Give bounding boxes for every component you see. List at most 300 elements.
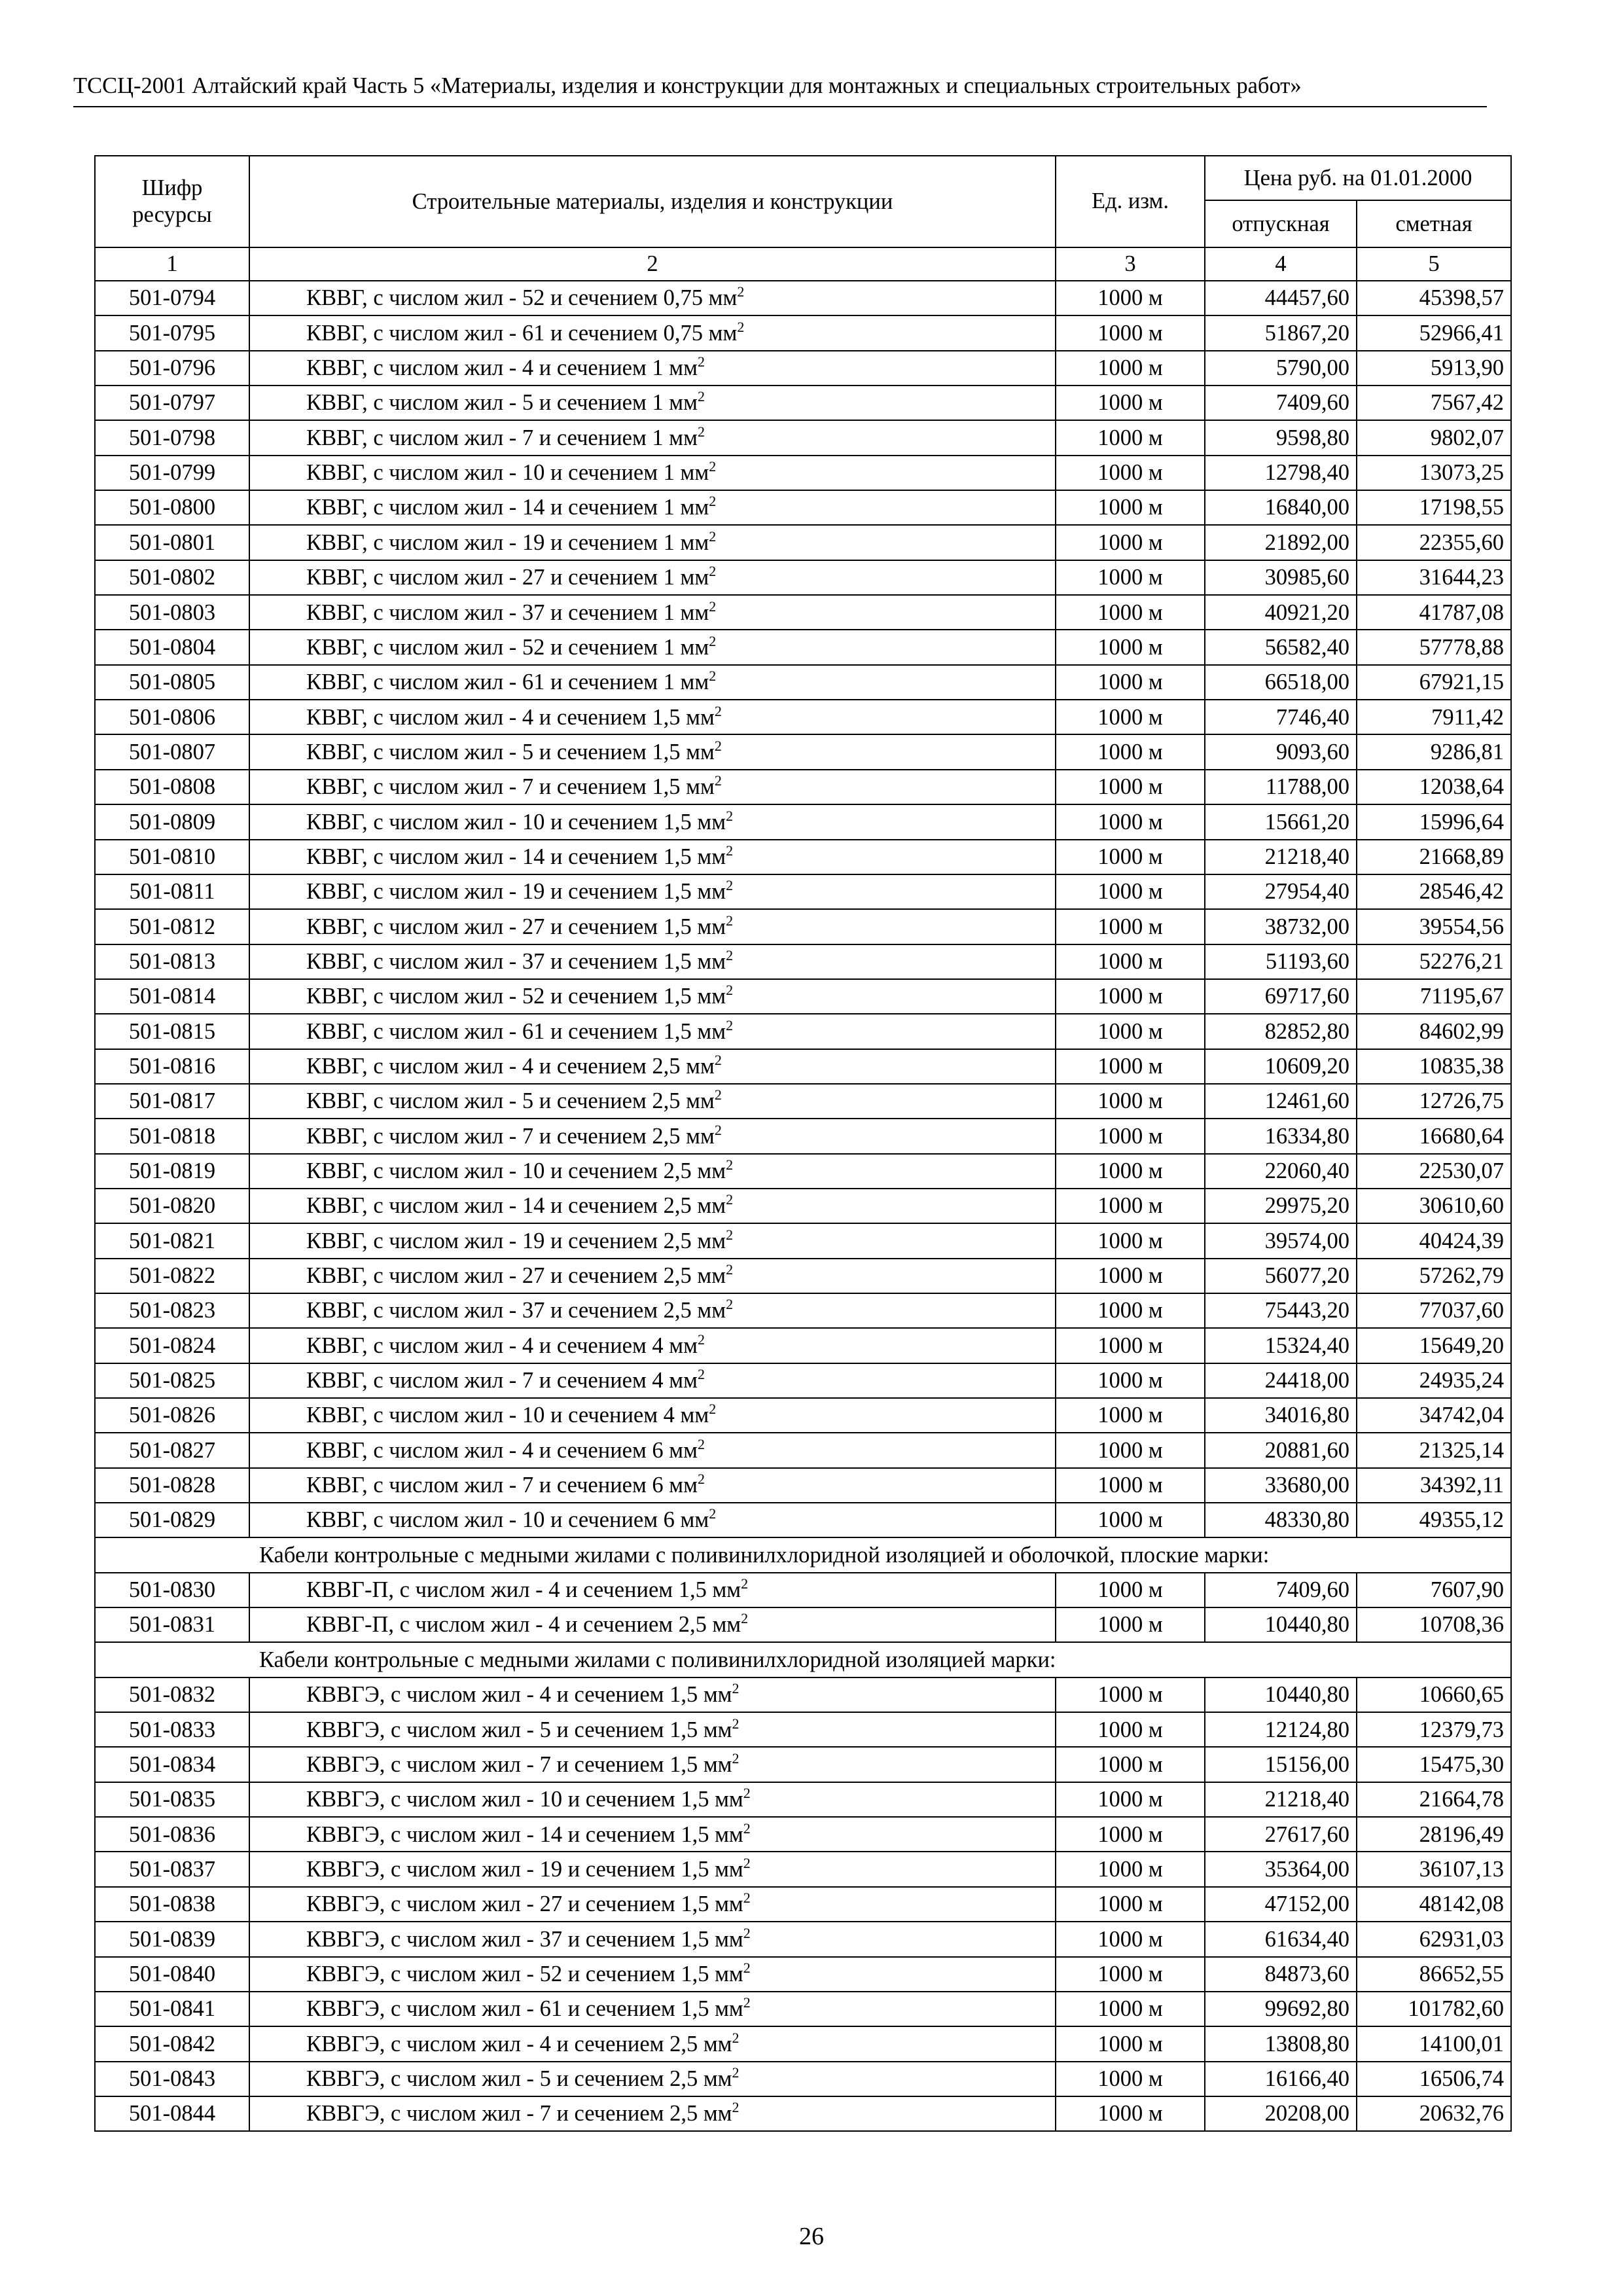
material-name-text: КВВГЭ, с числом жил - 19 и сечением 1,5 мм: [306, 1856, 743, 1882]
release-price-cell: 5790,00: [1205, 351, 1357, 386]
estimate-price-cell: 9286,81: [1357, 734, 1511, 769]
release-price-cell: 16334,80: [1205, 1119, 1357, 1153]
unit-cell: 1000 м: [1056, 560, 1205, 595]
material-name-cell: [249, 1398, 1056, 1433]
unit-cell: 1000 м: [1056, 420, 1205, 455]
unit-superscript: 2: [726, 982, 734, 999]
material-name-cell: [249, 840, 1056, 874]
resource-code-cell: 501-0831: [95, 1607, 249, 1642]
material-name-cell: [249, 665, 1056, 700]
unit-cell: 1000 м: [1056, 1328, 1205, 1363]
material-name-cell: [249, 1607, 1056, 1642]
material-name-text: КВВГЭ, с числом жил - 4 и сечением 1,5 мм: [306, 1682, 732, 1708]
unit-superscript: 2: [732, 1749, 740, 1767]
section-row: [95, 1642, 1511, 1677]
table-row: [95, 874, 1511, 909]
material-name-text: КВВГЭ, с числом жил - 10 и сечением 1,5 мм: [306, 1787, 743, 1812]
material-name-cell: [249, 979, 1056, 1014]
material-name-text: КВВГ, с числом жил - 10 и сечением 6 мм: [306, 1507, 709, 1533]
material-name-text: КВВГ, с числом жил - 52 и сечением 0,75 мм: [306, 285, 738, 311]
release-price-cell: 20881,60: [1205, 1433, 1357, 1467]
resource-code-cell: 501-0802: [95, 560, 249, 595]
material-name-cell: [249, 1957, 1056, 1992]
resource-code-cell: 501-0796: [95, 351, 249, 386]
material-name-cell: [249, 1049, 1056, 1084]
material-name-cell: [249, 1852, 1056, 1886]
release-price-cell: 7746,40: [1205, 700, 1357, 734]
table-row: [95, 979, 1511, 1014]
unit-cell: 1000 м: [1056, 979, 1205, 1014]
estimate-price-cell: 101782,60: [1357, 1992, 1511, 2026]
unit-cell: 1000 м: [1056, 490, 1205, 525]
material-name-text: КВВГ-П, с числом жил - 4 и сечением 2,5 мм: [306, 1612, 741, 1638]
estimate-price-cell: 71195,67: [1357, 979, 1511, 1014]
unit-superscript: 2: [732, 2064, 740, 2081]
unit-superscript: 2: [709, 1401, 717, 1418]
material-name-text: КВВГ, с числом жил - 61 и сечением 0,75 мм: [306, 320, 738, 346]
resource-code-cell: 501-0834: [95, 1747, 249, 1782]
release-price-cell: 44457,60: [1205, 281, 1357, 315]
estimate-price-cell: 16680,64: [1357, 1119, 1511, 1153]
resource-code-cell: 501-0805: [95, 665, 249, 700]
resource-code-cell: 501-0810: [95, 840, 249, 874]
resource-code-cell: 501-0821: [95, 1223, 249, 1258]
release-price-cell: 20208,00: [1205, 2096, 1357, 2131]
resource-code-cell: 501-0826: [95, 1398, 249, 1433]
estimate-price-cell: 9802,07: [1357, 420, 1511, 455]
release-price-cell: 21892,00: [1205, 525, 1357, 560]
release-price-cell: 24418,00: [1205, 1363, 1357, 1398]
release-price-cell: 16840,00: [1205, 490, 1357, 525]
table-row: [95, 1992, 1511, 2026]
material-name-text: КВВГ, с числом жил - 27 и сечением 1,5 мм: [306, 914, 726, 939]
unit-superscript: 2: [743, 1924, 751, 1941]
estimate-price-cell: 15996,64: [1357, 804, 1511, 839]
estimate-price-cell: 10660,65: [1357, 1677, 1511, 1712]
release-price-cell: 82852,80: [1205, 1014, 1357, 1049]
estimate-price-cell: 48142,08: [1357, 1887, 1511, 1922]
table-row: [95, 1852, 1511, 1886]
section-row: [95, 1537, 1511, 1572]
resource-code-cell: 501-0832: [95, 1677, 249, 1712]
table-row: [95, 840, 1511, 874]
resource-code-cell: 501-0808: [95, 770, 249, 804]
estimate-price-cell: 21664,78: [1357, 1782, 1511, 1817]
estimate-price-cell: 7607,90: [1357, 1573, 1511, 1607]
material-name-cell: [249, 1154, 1056, 1189]
table-row: [95, 770, 1511, 804]
release-price-cell: 9093,60: [1205, 734, 1357, 769]
material-name-text: КВВГ, с числом жил - 37 и сечением 1 мм: [306, 600, 709, 625]
resource-code-cell: 501-0800: [95, 490, 249, 525]
table-row: [95, 1328, 1511, 1363]
material-name-cell: [249, 2026, 1056, 2061]
resource-code-cell: 501-0809: [95, 804, 249, 839]
release-price-cell: 10609,20: [1205, 1049, 1357, 1084]
unit-cell: 1000 м: [1056, 2062, 1205, 2096]
estimate-price-cell: 15649,20: [1357, 1328, 1511, 1363]
estimate-price-cell: 13073,25: [1357, 456, 1511, 490]
unit-cell: 1000 м: [1056, 1503, 1205, 1537]
resource-code-cell: 501-0841: [95, 1992, 249, 2026]
estimate-price-cell: 30610,60: [1357, 1189, 1511, 1223]
unit-cell: 1000 м: [1056, 456, 1205, 490]
resource-code-cell: 501-0803: [95, 595, 249, 630]
release-price-cell: 30985,60: [1205, 560, 1357, 595]
resource-code-cell: 501-0799: [95, 456, 249, 490]
release-price-cell: 12124,80: [1205, 1712, 1357, 1747]
unit-cell: 1000 м: [1056, 1782, 1205, 1817]
material-name-text: КВВГ-П, с числом жил - 4 и сечением 1,5 мм: [306, 1577, 741, 1603]
table-row: [95, 1119, 1511, 1153]
column-number-row: [95, 247, 1511, 281]
unit-superscript: 2: [697, 1435, 705, 1452]
material-name-cell: [249, 456, 1056, 490]
unit-cell: 1000 м: [1056, 1468, 1205, 1503]
unit-cell: 1000 м: [1056, 1154, 1205, 1189]
estimate-price-cell: 22355,60: [1357, 525, 1511, 560]
release-price-cell: 38732,00: [1205, 909, 1357, 944]
estimate-price-cell: 17198,55: [1357, 490, 1511, 525]
material-name-cell: [249, 1293, 1056, 1328]
table-row: [95, 1398, 1511, 1433]
resource-code-cell: 501-0819: [95, 1154, 249, 1189]
release-price-cell: 21218,40: [1205, 1782, 1357, 1817]
resource-code-cell: 501-0794: [95, 281, 249, 315]
unit-cell: 1000 м: [1056, 1573, 1205, 1607]
estimate-price-cell: 41787,08: [1357, 595, 1511, 630]
material-name-text: КВВГ, с числом жил - 5 и сечением 1,5 мм: [306, 739, 715, 764]
estimate-price-cell: 67921,15: [1357, 665, 1511, 700]
release-price-cell: 15661,20: [1205, 804, 1357, 839]
table-row: [95, 1712, 1511, 1747]
resource-code-cell: 501-0829: [95, 1503, 249, 1537]
col-number: 5: [1357, 247, 1511, 281]
estimate-price-cell: 34392,11: [1357, 1468, 1511, 1503]
unit-superscript: 2: [709, 563, 717, 580]
release-price-cell: 11788,00: [1205, 770, 1357, 804]
material-name-cell: [249, 1014, 1056, 1049]
material-name-text: КВВГЭ, с числом жил - 14 и сечением 1,5 мм: [306, 1821, 743, 1847]
table-row: [95, 2062, 1511, 2096]
table-row: [95, 281, 1511, 315]
table-row: [95, 525, 1511, 560]
table-row: [95, 1259, 1511, 1293]
material-name-cell: [249, 1189, 1056, 1223]
table-row: [95, 1084, 1511, 1119]
estimate-price-cell: 77037,60: [1357, 1293, 1511, 1328]
resource-code-cell: 501-0817: [95, 1084, 249, 1119]
unit-cell: 1000 м: [1056, 315, 1205, 350]
unit-cell: 1000 м: [1056, 1014, 1205, 1049]
release-price-cell: 15156,00: [1205, 1747, 1357, 1782]
material-name-text: КВВГ, с числом жил - 4 и сечением 1,5 мм: [306, 704, 715, 730]
unit-cell: 1000 м: [1056, 1398, 1205, 1433]
unit-superscript: 2: [709, 632, 717, 649]
section-title: Кабели контрольные с медными жилами с поливинилхлоридной изоляцией марки:: [95, 1642, 1511, 1677]
unit-superscript: 2: [714, 772, 722, 789]
resource-code-cell: 501-0820: [95, 1189, 249, 1223]
unit-cell: 1000 м: [1056, 1293, 1205, 1328]
page-header: ТССЦ-2001 Алтайский край Часть 5 «Материалы, изделия и конструкции для монтажных и специальных строительных работ»: [73, 69, 1487, 107]
resource-code-cell: 501-0813: [95, 944, 249, 979]
col-header-price-group: Цена руб. на 01.01.2000: [1205, 156, 1511, 200]
material-name-text: КВВГ, с числом жил - 52 и сечением 1 мм: [306, 634, 709, 660]
resource-code-cell: 501-0798: [95, 420, 249, 455]
resource-code-cell: 501-0814: [95, 979, 249, 1014]
unit-superscript: 2: [732, 1680, 740, 1697]
unit-cell: 1000 м: [1056, 1712, 1205, 1747]
estimate-price-cell: 22530,07: [1357, 1154, 1511, 1189]
unit-superscript: 2: [743, 1994, 751, 2011]
unit-superscript: 2: [726, 912, 734, 929]
col-number: 4: [1205, 247, 1357, 281]
material-name-text: КВВГЭ, с числом жил - 37 и сечением 1,5 мм: [306, 1926, 743, 1952]
unit-cell: 1000 м: [1056, 1922, 1205, 1956]
material-name-cell: [249, 630, 1056, 664]
material-name-text: КВВГ, с числом жил - 7 и сечением 4 мм: [306, 1368, 698, 1393]
material-name-text: КВВГ, с числом жил - 61 и сечением 1 мм: [306, 670, 709, 695]
estimate-price-cell: 31644,23: [1357, 560, 1511, 595]
material-name-text: КВВГ, с числом жил - 7 и сечением 6 мм: [306, 1473, 698, 1498]
material-name-text: КВВГ, с числом жил - 14 и сечением 2,5 мм: [306, 1193, 726, 1219]
material-name-cell: [249, 560, 1056, 595]
resource-code-cell: 501-0806: [95, 700, 249, 734]
unit-cell: 1000 м: [1056, 1817, 1205, 1852]
material-name-cell: [249, 420, 1056, 455]
material-name-text: КВВГ, с числом жил - 7 и сечением 1 мм: [306, 425, 698, 450]
unit-superscript: 2: [709, 528, 717, 545]
estimate-price-cell: 57778,88: [1357, 630, 1511, 664]
material-name-cell: [249, 770, 1056, 804]
unit-cell: 1000 м: [1056, 1259, 1205, 1293]
unit-superscript: 2: [709, 458, 717, 475]
material-name-cell: [249, 734, 1056, 769]
estimate-price-cell: 14100,01: [1357, 2026, 1511, 2061]
table-row: [95, 1468, 1511, 1503]
unit-superscript: 2: [726, 946, 734, 963]
material-name-cell: [249, 1223, 1056, 1258]
release-price-cell: 75443,20: [1205, 1293, 1357, 1328]
estimate-price-cell: 21325,14: [1357, 1433, 1511, 1467]
release-price-cell: 47152,00: [1205, 1887, 1357, 1922]
material-name-text: КВВГ, с числом жил - 10 и сечением 4 мм: [306, 1403, 709, 1428]
unit-superscript: 2: [714, 1121, 722, 1138]
table-row: [95, 420, 1511, 455]
estimate-price-cell: 34742,04: [1357, 1398, 1511, 1433]
estimate-price-cell: 28196,49: [1357, 1817, 1511, 1852]
table-row: [95, 1573, 1511, 1607]
table-body: [95, 281, 1511, 2131]
estimate-price-cell: 7911,42: [1357, 700, 1511, 734]
material-name-text: КВВГ, с числом жил - 7 и сечением 1,5 мм: [306, 774, 715, 800]
table-row: [95, 1293, 1511, 1328]
estimate-price-cell: 86652,55: [1357, 1957, 1511, 1992]
table-row: [95, 1223, 1511, 1258]
table-row: [95, 1817, 1511, 1852]
table-row: [95, 1154, 1511, 1189]
unit-superscript: 2: [697, 1366, 705, 1383]
release-price-cell: 9598,80: [1205, 420, 1357, 455]
material-name-text: КВВГ, с числом жил - 19 и сечением 1 мм: [306, 529, 709, 555]
material-name-cell: [249, 1817, 1056, 1852]
material-name-text: КВВГЭ, с числом жил - 7 и сечением 2,5 мм: [306, 2101, 732, 2126]
material-name-text: КВВГ, с числом жил - 37 и сечением 2,5 мм: [306, 1298, 726, 1323]
estimate-price-cell: 5913,90: [1357, 351, 1511, 386]
material-name-text: КВВГ, с числом жил - 19 и сечением 2,5 мм: [306, 1228, 726, 1253]
estimate-price-cell: 16506,74: [1357, 2062, 1511, 2096]
resource-code-cell: 501-0812: [95, 909, 249, 944]
material-name-cell: [249, 1468, 1056, 1503]
resource-code-cell: 501-0823: [95, 1293, 249, 1328]
release-price-cell: 27954,40: [1205, 874, 1357, 909]
material-name-cell: [249, 1677, 1056, 1712]
table-row: [95, 1887, 1511, 1922]
release-price-cell: 84873,60: [1205, 1957, 1357, 1992]
unit-cell: 1000 м: [1056, 840, 1205, 874]
table-row: [95, 1049, 1511, 1084]
material-name-text: КВВГ, с числом жил - 61 и сечением 1,5 мм: [306, 1018, 726, 1044]
table-row: [95, 490, 1511, 525]
unit-superscript: 2: [709, 668, 717, 685]
unit-cell: 1000 м: [1056, 665, 1205, 700]
release-price-cell: 10440,80: [1205, 1607, 1357, 1642]
resource-code-cell: 501-0801: [95, 525, 249, 560]
table-row: [95, 1189, 1511, 1223]
estimate-price-cell: 57262,79: [1357, 1259, 1511, 1293]
material-name-cell: [249, 351, 1056, 386]
release-price-cell: 12461,60: [1205, 1084, 1357, 1119]
col-header-release: отпускная: [1205, 200, 1357, 247]
release-price-cell: 66518,00: [1205, 665, 1357, 700]
estimate-price-cell: 10835,38: [1357, 1049, 1511, 1084]
release-price-cell: 13808,80: [1205, 2026, 1357, 2061]
material-name-cell: [249, 700, 1056, 734]
material-name-text: КВВГ, с числом жил - 7 и сечением 2,5 мм: [306, 1123, 715, 1149]
unit-superscript: 2: [697, 1331, 705, 1348]
estimate-price-cell: 28546,42: [1357, 874, 1511, 909]
resource-code-cell: 501-0827: [95, 1433, 249, 1467]
table-row: [95, 1433, 1511, 1467]
release-price-cell: 39574,00: [1205, 1223, 1357, 1258]
estimate-price-cell: 12038,64: [1357, 770, 1511, 804]
release-price-cell: 56077,20: [1205, 1259, 1357, 1293]
material-name-text: КВВГ, с числом жил - 27 и сечением 1 мм: [306, 565, 709, 590]
release-price-cell: 40921,20: [1205, 595, 1357, 630]
material-name-text: КВВГ, с числом жил - 5 и сечением 1 мм: [306, 390, 698, 416]
unit-cell: 1000 м: [1056, 1433, 1205, 1467]
resource-code-cell: 501-0825: [95, 1363, 249, 1398]
table-row: [95, 595, 1511, 630]
unit-cell: 1000 м: [1056, 1887, 1205, 1922]
material-name-cell: [249, 1084, 1056, 1119]
unit-superscript: 2: [743, 1890, 751, 1907]
col-number: 1: [95, 247, 249, 281]
unit-superscript: 2: [743, 1854, 751, 1871]
material-name-cell: [249, 804, 1056, 839]
unit-cell: 1000 м: [1056, 700, 1205, 734]
material-name-cell: [249, 1992, 1056, 2026]
resource-code-cell: 501-0822: [95, 1259, 249, 1293]
table-row: [95, 1607, 1511, 1642]
unit-cell: 1000 м: [1056, 2026, 1205, 2061]
table-row: [95, 1922, 1511, 1956]
material-name-cell: [249, 595, 1056, 630]
table-row: [95, 630, 1511, 664]
page-number: 26: [799, 2223, 824, 2250]
material-name-cell: [249, 1712, 1056, 1747]
material-name-cell: [249, 1119, 1056, 1153]
resource-code-cell: 501-0797: [95, 386, 249, 420]
unit-cell: 1000 м: [1056, 630, 1205, 664]
unit-superscript: 2: [697, 423, 705, 440]
unit-superscript: 2: [726, 807, 734, 824]
release-price-cell: 22060,40: [1205, 1154, 1357, 1189]
resource-code-cell: 501-0830: [95, 1573, 249, 1607]
unit-cell: 1000 м: [1056, 909, 1205, 944]
unit-superscript: 2: [743, 1820, 751, 1837]
material-name-text: КВВГЭ, с числом жил - 52 и сечением 1,5 мм: [306, 1961, 743, 1986]
resource-code-cell: 501-0839: [95, 1922, 249, 1956]
col-header-estimate: сметная: [1357, 200, 1511, 247]
release-price-cell: 16166,40: [1205, 2062, 1357, 2096]
resource-code-cell: 501-0844: [95, 2096, 249, 2131]
release-price-cell: 29975,20: [1205, 1189, 1357, 1223]
unit-superscript: 2: [697, 1471, 705, 1488]
resource-code-cell: 501-0807: [95, 734, 249, 769]
release-price-cell: 51867,20: [1205, 315, 1357, 350]
unit-superscript: 2: [732, 2099, 740, 2116]
unit-superscript: 2: [741, 1610, 749, 1627]
material-name-cell: [249, 874, 1056, 909]
unit-cell: 1000 м: [1056, 1223, 1205, 1258]
unit-cell: 1000 м: [1056, 1049, 1205, 1084]
unit-cell: 1000 м: [1056, 734, 1205, 769]
resource-code-cell: 501-0818: [95, 1119, 249, 1153]
table-row: [95, 804, 1511, 839]
estimate-price-cell: 52966,41: [1357, 315, 1511, 350]
estimate-price-cell: 40424,39: [1357, 1223, 1511, 1258]
table-row: [95, 1363, 1511, 1398]
release-price-cell: 12798,40: [1205, 456, 1357, 490]
material-name-cell: [249, 1747, 1056, 1782]
unit-superscript: 2: [714, 702, 722, 719]
estimate-price-cell: 10708,36: [1357, 1607, 1511, 1642]
table-header-row: [95, 156, 1511, 200]
material-name-cell: [249, 1573, 1056, 1607]
unit-cell: 1000 м: [1056, 1677, 1205, 1712]
estimate-price-cell: 52276,21: [1357, 944, 1511, 979]
resource-code-cell: 501-0824: [95, 1328, 249, 1363]
table-row: [95, 1782, 1511, 1817]
resource-code-cell: 501-0828: [95, 1468, 249, 1503]
unit-cell: 1000 м: [1056, 1084, 1205, 1119]
estimate-price-cell: 21668,89: [1357, 840, 1511, 874]
table-row: [95, 1503, 1511, 1537]
unit-superscript: 2: [743, 1785, 751, 1802]
unit-superscript: 2: [697, 353, 705, 370]
release-price-cell: 99692,80: [1205, 1992, 1357, 2026]
resource-code-cell: 501-0815: [95, 1014, 249, 1049]
release-price-cell: 27617,60: [1205, 1817, 1357, 1852]
unit-superscript: 2: [737, 318, 745, 335]
release-price-cell: 61634,40: [1205, 1922, 1357, 1956]
unit-superscript: 2: [726, 1016, 734, 1033]
resource-code-cell: 501-0837: [95, 1852, 249, 1886]
unit-cell: 1000 м: [1056, 1607, 1205, 1642]
estimate-price-cell: 45398,57: [1357, 281, 1511, 315]
material-name-text: КВВГ, с числом жил - 27 и сечением 2,5 мм: [306, 1263, 726, 1289]
